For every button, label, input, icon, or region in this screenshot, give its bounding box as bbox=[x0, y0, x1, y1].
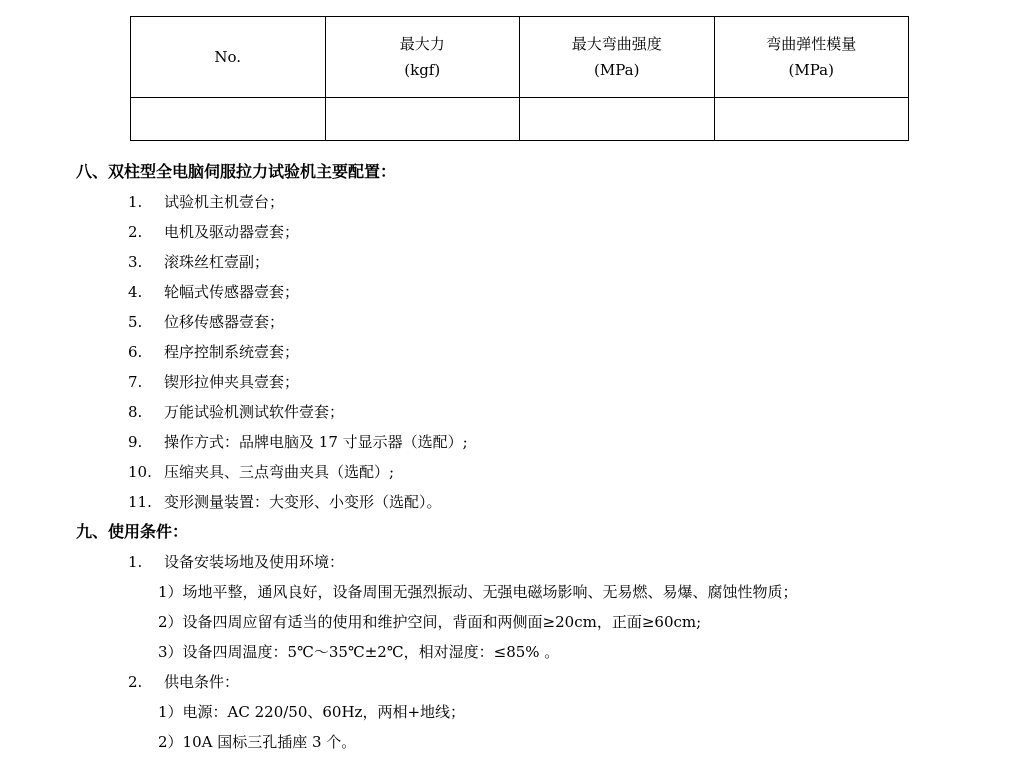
list-item bbox=[128, 222, 299, 242]
list-text: 万能试验机测试软件壹套； bbox=[164, 403, 345, 421]
list-text: 压缩夹具、三点弯曲夹具（选配）; bbox=[164, 463, 395, 481]
sub-list-item: 1）电源：AC 220/50、60Hz，两相+地线； bbox=[158, 703, 466, 721]
list-text: 设备安装场地及使用环境： bbox=[164, 553, 345, 571]
list-text: 供电条件： bbox=[164, 673, 240, 691]
list-number: 2. bbox=[128, 223, 143, 241]
list-number: 1. bbox=[128, 193, 143, 211]
list-text: 轮幅式传感器壹套； bbox=[164, 283, 300, 301]
table-header-row bbox=[131, 17, 909, 98]
header-max-force bbox=[325, 17, 520, 98]
list-item bbox=[128, 552, 344, 572]
sub-list-item: 2）10A 国标三孔插座 3 个。 bbox=[158, 733, 357, 751]
list-item bbox=[128, 282, 299, 302]
header-label: No. bbox=[214, 48, 242, 66]
list-number: 2. bbox=[128, 673, 143, 691]
list-item bbox=[128, 432, 468, 452]
table-cell bbox=[714, 98, 909, 141]
header-unit: (MPa) bbox=[788, 61, 834, 79]
header-unit: (kgf) bbox=[404, 61, 441, 79]
header-label: 最大弯曲强度 bbox=[571, 35, 662, 53]
header-unit: (MPa) bbox=[594, 61, 640, 79]
sub-list-item: 1）场地平整，通风良好，设备周围无强烈振动、无强电磁场影响、无易燃、易爆、腐蚀性物质； bbox=[158, 583, 798, 601]
list-number: 8. bbox=[128, 403, 143, 421]
table-cell bbox=[325, 98, 520, 141]
header-no bbox=[131, 17, 326, 98]
results-table bbox=[130, 16, 909, 141]
list-item bbox=[128, 672, 239, 692]
list-number: 10. bbox=[128, 463, 152, 481]
list-text: 滚珠丝杠壹副； bbox=[164, 253, 270, 271]
list-item bbox=[128, 492, 442, 512]
list-text: 操作方式：品牌电脑及 17 寸显示器（选配）; bbox=[164, 433, 468, 451]
list-number: 11. bbox=[128, 493, 152, 511]
list-number: 5. bbox=[128, 313, 143, 331]
list-number: 3. bbox=[128, 253, 143, 271]
list-number: 7. bbox=[128, 373, 143, 391]
list-item bbox=[128, 402, 344, 422]
table-cell bbox=[131, 98, 326, 141]
list-number: 4. bbox=[128, 283, 143, 301]
list-number: 1. bbox=[128, 553, 143, 571]
section-9-heading: 九、使用条件： bbox=[76, 522, 189, 541]
header-label: 弯曲弹性模量 bbox=[766, 35, 857, 53]
list-text: 试验机主机壹台； bbox=[164, 193, 285, 211]
list-text: 锲形拉伸夹具壹套； bbox=[164, 373, 300, 391]
section-8-heading: 八、双柱型全电脑伺服拉力试验机主要配置： bbox=[76, 162, 397, 181]
table-cell bbox=[520, 98, 715, 141]
table-row bbox=[131, 98, 909, 141]
list-item bbox=[128, 342, 299, 362]
list-item bbox=[128, 312, 284, 332]
list-item bbox=[128, 372, 299, 392]
header-label: 最大力 bbox=[399, 35, 445, 53]
list-item bbox=[128, 252, 269, 272]
header-max-bending-strength bbox=[520, 17, 715, 98]
list-item bbox=[128, 192, 284, 212]
sub-list-item: 3）设备四周温度：5℃～35℃±2℃，相对湿度：≤85% 。 bbox=[158, 643, 560, 661]
list-item bbox=[128, 462, 394, 482]
list-number: 9. bbox=[128, 433, 143, 451]
list-text: 电机及驱动器壹套； bbox=[164, 223, 300, 241]
list-text: 位移传感器壹套； bbox=[164, 313, 285, 331]
sub-list-item: 2）设备四周应留有适当的使用和维护空间，背面和两侧面≥20cm，正面≥60cm; bbox=[158, 613, 702, 631]
list-number: 6. bbox=[128, 343, 143, 361]
list-text: 程序控制系统壹套； bbox=[164, 343, 300, 361]
list-text: 变形测量装置：大变形、小变形（选配）。 bbox=[164, 493, 442, 511]
header-flexural-modulus bbox=[714, 17, 909, 98]
